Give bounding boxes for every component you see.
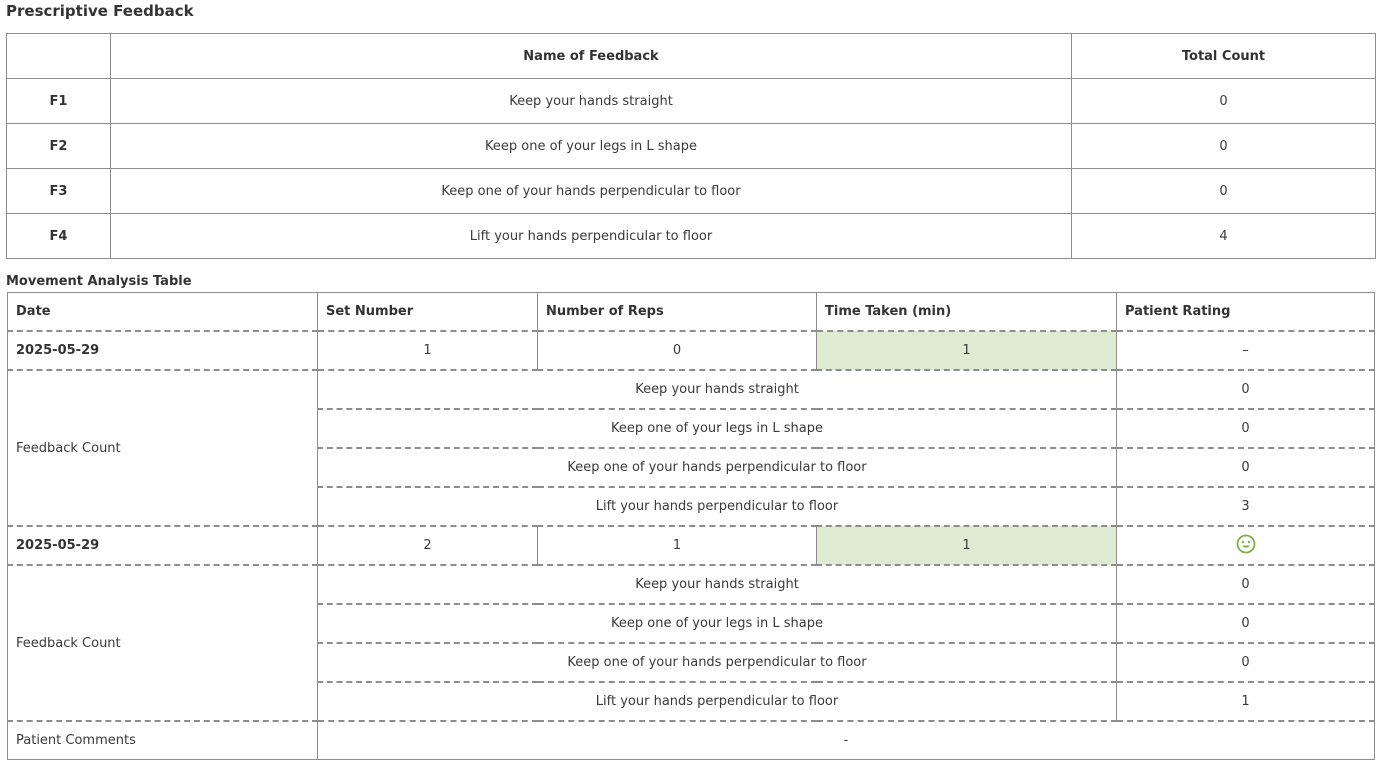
feedback-count: 0 (1117, 604, 1375, 643)
feedback-count: 0 (1117, 409, 1375, 448)
header-time-taken: Time Taken (min) (817, 293, 1117, 332)
set-number: 1 (318, 331, 538, 370)
table-row (7, 169, 1376, 214)
set-row (8, 331, 1375, 370)
feedback-code: F3 (7, 169, 111, 214)
smiley-face-icon (1235, 533, 1257, 559)
header-set-number: Set Number (318, 293, 538, 332)
feedback-code: F4 (7, 214, 111, 259)
set-row (8, 526, 1375, 565)
patient-comments-label: Patient Comments (8, 721, 318, 760)
set-date: 2025-05-29 (8, 526, 318, 565)
movement-analysis-title: Movement Analysis Table (6, 274, 192, 289)
set-time-taken: 1 (817, 526, 1117, 565)
feedback-name: Keep your hands straight (318, 370, 1117, 409)
patient-comments-row (8, 721, 1375, 760)
header-total-count: Total Count (1072, 34, 1376, 79)
set-reps: 1 (538, 526, 817, 565)
feedback-name: Keep one of your hands perpendicular to floor (318, 643, 1117, 682)
table-row (7, 124, 1376, 169)
set-patient-rating (1117, 526, 1375, 565)
feedback-count-label: Feedback Count (8, 565, 318, 721)
feedback-name: Lift your hands perpendicular to floor (318, 487, 1117, 526)
feedback-total-count: 4 (1072, 214, 1376, 259)
feedback-count: 1 (1117, 682, 1375, 721)
feedback-count: 0 (1117, 370, 1375, 409)
feedback-name: Keep one of your legs in L shape (318, 604, 1117, 643)
feedback-code: F1 (7, 79, 111, 124)
feedback-total-count: 0 (1072, 169, 1376, 214)
prescriptive-feedback-title: Prescriptive Feedback (6, 2, 194, 20)
header-name-of-feedback: Name of Feedback (111, 34, 1072, 79)
feedback-name: Keep one of your hands perpendicular to floor (318, 448, 1117, 487)
header-code (7, 34, 111, 79)
feedback-count-row (8, 565, 1375, 604)
feedback-name: Lift your hands perpendicular to floor (111, 214, 1072, 259)
feedback-total-count: 0 (1072, 124, 1376, 169)
table-row (7, 79, 1376, 124)
set-number: 2 (318, 526, 538, 565)
set-date: 2025-05-29 (8, 331, 318, 370)
feedback-name: Keep your hands straight (111, 79, 1072, 124)
feedback-code: F2 (7, 124, 111, 169)
feedback-count: 3 (1117, 487, 1375, 526)
feedback-name: Keep one of your legs in L shape (318, 409, 1117, 448)
feedback-name: Keep one of your hands perpendicular to floor (111, 169, 1072, 214)
feedback-count: 0 (1117, 448, 1375, 487)
set-time-taken: 1 (817, 331, 1117, 370)
feedback-name: Keep your hands straight (318, 565, 1117, 604)
set-patient-rating: – (1117, 331, 1375, 370)
prescriptive-feedback-table (6, 33, 1376, 259)
header-date: Date (8, 293, 318, 332)
patient-comments-value: - (318, 721, 1375, 760)
feedback-count: 0 (1117, 565, 1375, 604)
table-header-row (7, 34, 1376, 79)
table-header-row (8, 293, 1375, 332)
table-row (7, 214, 1376, 259)
feedback-count-label: Feedback Count (8, 370, 318, 526)
feedback-count: 0 (1117, 643, 1375, 682)
feedback-total-count: 0 (1072, 79, 1376, 124)
feedback-name: Lift your hands perpendicular to floor (318, 682, 1117, 721)
header-patient-rating: Patient Rating (1117, 293, 1375, 332)
feedback-name: Keep one of your legs in L shape (111, 124, 1072, 169)
set-reps: 0 (538, 331, 817, 370)
header-number-of-reps: Number of Reps (538, 293, 817, 332)
feedback-count-row (8, 370, 1375, 409)
movement-analysis-table (7, 292, 1375, 760)
